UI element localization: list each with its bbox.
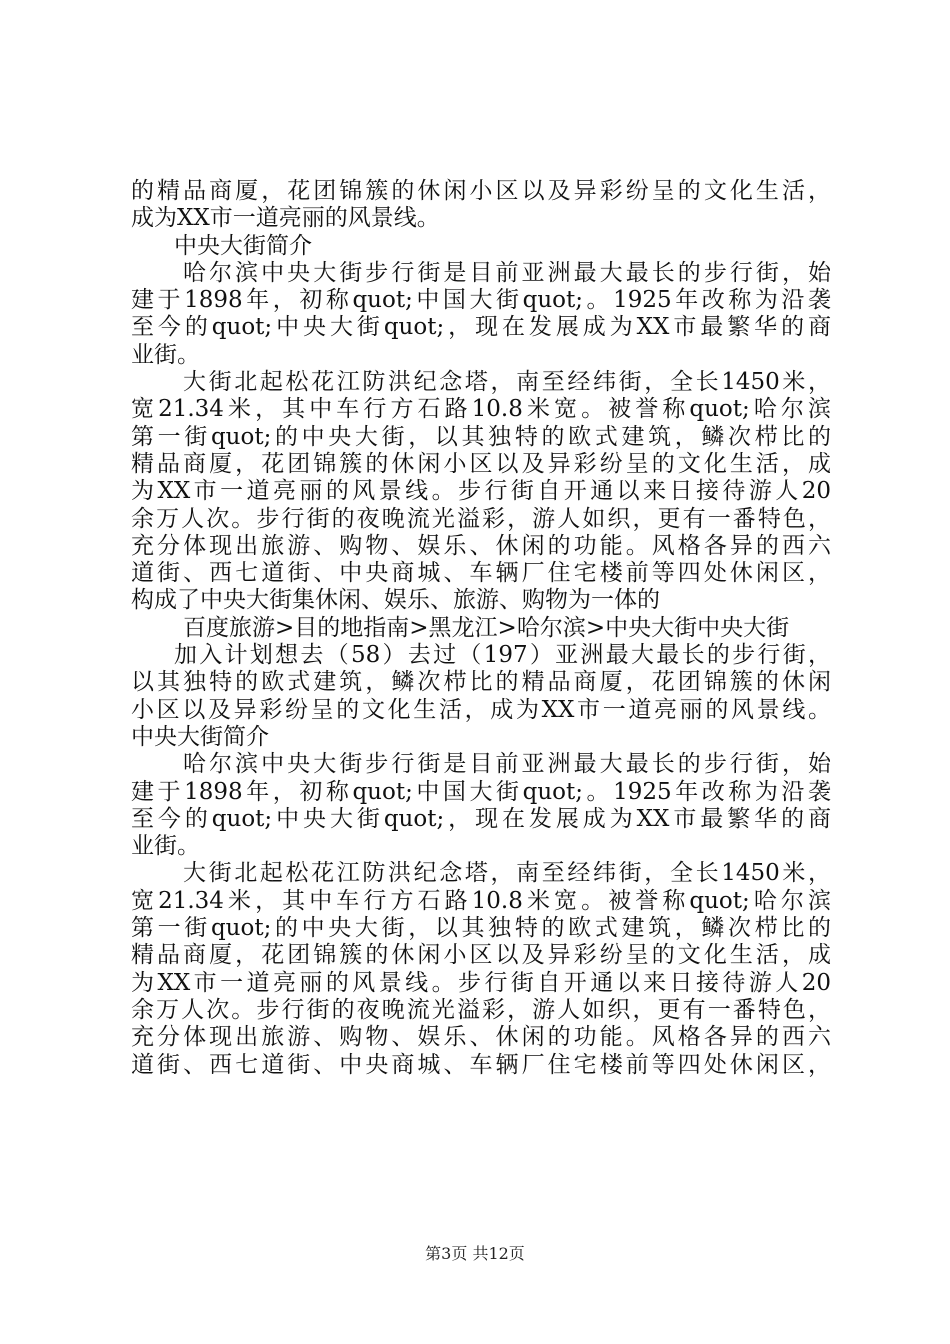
text-line: 加入计划想去（58）去过（197）亚洲最大最长的步行街， — [174, 642, 831, 669]
text-line: 宽21.34米，其中车行方石路10.8米宽。被誉称quot;哈尔滨 — [131, 396, 831, 423]
text-line: 构成了中央大街集休闲、娱乐、旅游、购物为一体的 — [131, 587, 660, 614]
text-line: 哈尔滨中央大街步行街是目前亚洲最大最长的步行街，始 — [183, 751, 831, 778]
text-line: 百度旅游>目的地指南>黑龙江>哈尔滨>中央大街中央大街 — [183, 614, 790, 641]
text-line: 道街、西七道街、中央商城、车辆厂住宅楼前等四处休闲区， — [131, 560, 831, 587]
text-line: 哈尔滨中央大街步行街是目前亚洲最大最长的步行街，始 — [183, 259, 831, 286]
text-line: 宽21.34米，其中车行方石路10.8米宽。被誉称quot;哈尔滨 — [131, 887, 831, 914]
text-line: 至今的quot;中央大街quot;，现在发展成为XX市最繁华的商 — [131, 805, 831, 832]
text-line: 大街北起松花江防洪纪念塔，南至经纬街，全长1450米， — [183, 369, 831, 396]
text-line: 业街。 — [131, 341, 200, 368]
text-line: 为XX市一道亮丽的风景线。步行街自开通以来日接待游人20 — [131, 478, 831, 505]
text-line: 大街北起松花江防洪纪念塔，南至经纬街，全长1450米， — [183, 860, 831, 887]
text-line: 充分体现出旅游、购物、娱乐、休闲的功能。风格各异的西六 — [131, 532, 831, 559]
text-line: 小区以及异彩纷呈的文化生活，成为XX市一道亮丽的风景线。 — [131, 696, 831, 723]
text-line: 建于1898年，初称quot;中国大街quot;。1925年改称为沿袭 — [131, 287, 831, 314]
text-line: 成为XX市一道亮丽的风景线。 — [131, 205, 440, 232]
text-line: 精品商厦，花团锦簇的休闲小区以及异彩纷呈的文化生活，成 — [131, 942, 831, 969]
text-line: 以其独特的欧式建筑，鳞次栉比的精品商厦，花团锦簇的休闲 — [131, 669, 831, 696]
text-line: 精品商厦，花团锦簇的休闲小区以及异彩纷呈的文化生活，成 — [131, 450, 831, 477]
document-body — [131, 178, 831, 1079]
text-line: 第一街quot;的中央大街，以其独特的欧式建筑，鳞次栉比的 — [131, 423, 831, 450]
text-line: 至今的quot;中央大街quot;，现在发展成为XX市最繁华的商 — [131, 314, 831, 341]
text-line: 充分体现出旅游、购物、娱乐、休闲的功能。风格各异的西六 — [131, 1024, 831, 1051]
text-line: 为XX市一道亮丽的风景线。步行街自开通以来日接待游人20 — [131, 969, 831, 996]
text-line: 的精品商厦，花团锦簇的休闲小区以及异彩纷呈的文化生活， — [131, 178, 831, 204]
text-line: 建于1898年，初称quot;中国大街quot;。1925年改称为沿袭 — [131, 778, 831, 805]
text-line: 第一街quot;的中央大街，以其独特的欧式建筑，鳞次栉比的 — [131, 915, 831, 942]
page-number-footer: 第3页 共12页 — [425, 1244, 525, 1263]
text-line: 余万人次。步行街的夜晚流光溢彩，游人如织，更有一番特色， — [131, 996, 831, 1023]
text-line: 业街。 — [131, 833, 200, 860]
text-line: 中央大街简介 — [174, 232, 312, 259]
text-line: 道街、西七道街、中央商城、车辆厂住宅楼前等四处休闲区， — [131, 1051, 831, 1078]
text-line: 中央大街简介 — [131, 723, 269, 750]
text-line: 余万人次。步行街的夜晚流光溢彩，游人如织，更有一番特色， — [131, 505, 831, 532]
